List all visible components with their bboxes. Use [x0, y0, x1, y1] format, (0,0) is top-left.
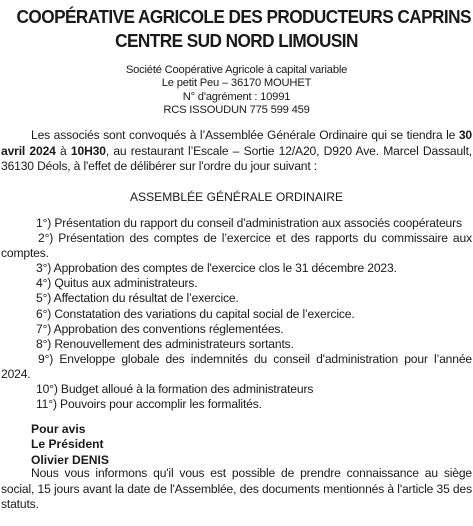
signature-for-notice: Pour avis	[31, 422, 86, 436]
outro-text: Nous vous informons qu'il vous est possible de prendre connaissance au siège social, 15 jours avant la date de l'Assemblée, des documents mentionnés à l'article 35 des statuts.	[1, 466, 472, 512]
agenda-item: 2°) Présentation des comptes de l’exercice et des rapports du commissaire aux comptes.	[1, 231, 472, 261]
intro-text-2: à	[55, 143, 71, 158]
meeting-time: 10H30	[70, 143, 106, 158]
agenda-item: 8°) Renouvellement des administrateurs sortants.	[36, 336, 294, 351]
agenda-item: 6°) Constatation des variations du capital social de l’exercice.	[36, 306, 355, 321]
company-approval-number: N° d'agrément : 10991	[182, 90, 291, 103]
agenda-item: 1°) Présentation du rapport du conseil d'administration aux associés coopérateurs	[36, 216, 462, 230]
meeting-date: 30 avril 2024	[1, 128, 472, 158]
agenda-item: 11°) Pouvoirs pour accomplir les formalités.	[36, 397, 262, 412]
signature-block	[31, 422, 109, 468]
signature-role: Le Président	[31, 437, 104, 452]
agenda-item: 7°) Approbation des conventions réglementées.	[36, 321, 284, 336]
company-details	[0, 64, 473, 118]
agenda-item: 3°) Approbation des comptes de l'exercice clos le 31 décembre 2023.	[36, 261, 397, 276]
company-rcs: RCS ISSOUDUN 775 599 459	[163, 104, 310, 117]
intro-text-1: Les associés sont convoqués à l’Assemblée Générale Ordinaire qui se tiendra le	[31, 128, 459, 142]
agenda-item: 4°) Quitus aux administrateurs.	[36, 276, 198, 291]
agenda-item: 10°) Budget alloué à la formation des administrateurs	[36, 382, 314, 397]
agenda-item: 5°) Affectation du résultat de l’exercice.	[36, 291, 239, 306]
agenda-item: 9°) Enveloppe globale des indemnités du conseil d'administration pour l’année 2024.	[1, 351, 472, 381]
signature-name: Olivier DENIS	[31, 452, 109, 467]
agm-heading: ASSEMBLÉE GÉNÉRALE ORDINAIRE	[129, 190, 344, 204]
notice-title-line2: CENTRE SUD NORD LIMOUSIN	[115, 30, 358, 51]
agenda-list	[1, 216, 472, 412]
company-legal-form: Société Coopérative Agricole à capital variable	[125, 64, 348, 76]
notice-title-line1: COOPÉRATIVE AGRICOLE DES PRODUCTEURS CAPRINS	[16, 6, 471, 27]
company-address: Le petit Peu – 36170 MOUHET	[161, 77, 312, 90]
convocation-paragraph	[1, 128, 472, 175]
documents-paragraph	[1, 466, 472, 513]
intro-text-3: , au restaurant l’Escale – Sortie 12/A20, D920 Ave. Marcel Dassault, 36130 Déols, à l'effet de délibérer sur l'ordre du jour suivant :	[1, 143, 472, 174]
